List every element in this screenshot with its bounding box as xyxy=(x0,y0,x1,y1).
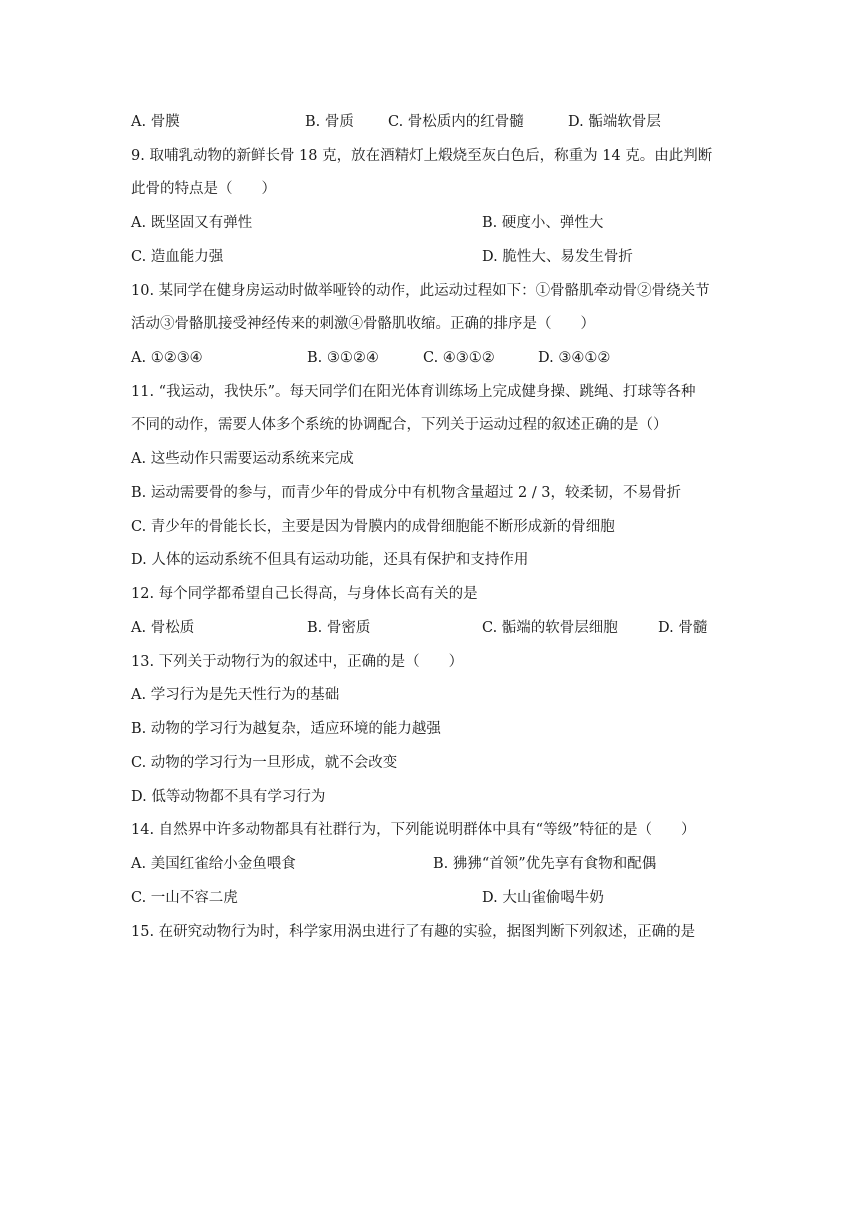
q14-option-b: B. 狒狒“首领”优先享有食物和配偶 xyxy=(433,856,657,872)
q10-option-c: C. ④③①② xyxy=(423,350,495,366)
q15-stem: 15. 在研究动物行为时，科学家用涡虫进行了有趣的实验，据图判断下列叙述，正确的是 xyxy=(131,924,696,940)
q8-option-a: A. 骨膜 xyxy=(131,114,180,130)
q12-option-a: A. 骨松质 xyxy=(131,620,195,636)
q9-option-b: B. 硬度小、弹性大 xyxy=(482,215,604,231)
q10-option-d: D. ③④①② xyxy=(538,350,611,366)
q14-option-d: D. 大山雀偷喝牛奶 xyxy=(482,890,604,906)
q14-option-a: A. 美国红雀给小金鱼喂食 xyxy=(131,856,296,872)
q9-option-c: C. 造血能力强 xyxy=(131,249,224,265)
q13-option-c: C. 动物的学习行为一旦形成，就不会改变 xyxy=(131,755,398,771)
q8-option-b: B. 骨质 xyxy=(305,114,354,130)
q8-option-d: D. 骺端软骨层 xyxy=(568,114,661,130)
q10-option-a: A. ①②③④ xyxy=(131,350,203,366)
q10-option-b: B. ③①②④ xyxy=(307,350,379,366)
q9-stem-line-2: 此骨的特点是（ ） xyxy=(131,181,276,197)
q13-option-d: D. 低等动物都不具有学习行为 xyxy=(131,789,326,805)
q9-option-d: D. 脆性大、易发生骨折 xyxy=(482,249,633,265)
q11-stem-line-1: 11. “我运动，我快乐”。每天同学们在阳光体育训练场上完成健身操、跳绳、打球等各种 xyxy=(131,384,696,400)
q12-option-b: B. 骨密质 xyxy=(307,620,371,636)
q12-option-d: D. 骨髓 xyxy=(658,620,708,636)
q8-option-c: C. 骨松质内的红骨髓 xyxy=(388,114,524,130)
q13-option-a: A. 学习行为是先天性行为的基础 xyxy=(131,687,340,703)
q11-option-d: D. 人体的运动系统不但具有运动功能，还具有保护和支持作用 xyxy=(131,552,529,568)
q11-option-a: A. 这些动作只需要运动系统来完成 xyxy=(131,451,354,467)
q14-stem: 14. 自然界中许多动物都具有社群行为，下列能说明群体中具有“等级”特征的是（ ） xyxy=(131,822,696,838)
q11-stem-line-2: 不同的动作，需要人体多个系统的协调配合，下列关于运动过程的叙述正确的是（） xyxy=(131,417,668,433)
q10-stem-line-1: 10. 某同学在健身房运动时做举哑铃的动作，此运动过程如下：①骨骼肌牵动骨②骨绕关节 xyxy=(131,283,710,299)
q13-option-b: B. 动物的学习行为越复杂，适应环境的能力越强 xyxy=(131,721,441,737)
q9-option-a: A. 既坚固又有弹性 xyxy=(131,215,253,231)
q10-stem-line-2: 活动③骨骼肌接受神经传来的刺激④骨骼肌收缩。正确的排序是（ ） xyxy=(131,316,595,332)
q14-option-c: C. 一山不容二虎 xyxy=(131,890,238,906)
q9-stem-line-1: 9. 取哺乳动物的新鲜长骨 18 克，放在酒精灯上煅烧至灰白色后，称重为 14 克。由此判断 xyxy=(131,148,713,164)
q11-option-b: B. 运动需要骨的参与，而青少年的骨成分中有机物含量超过 2 / 3，较柔韧，不易骨折 xyxy=(131,485,682,501)
q12-option-c: C. 骺端的软骨层细胞 xyxy=(482,620,618,636)
q11-option-c: C. 青少年的骨能长长，主要是因为骨膜内的成骨细胞能不断形成新的骨细胞 xyxy=(131,519,615,535)
q13-stem: 13. 下列关于动物行为的叙述中，正确的是（ ） xyxy=(131,654,464,670)
q12-stem: 12. 每个同学都希望自己长得高，与身体长高有关的是 xyxy=(131,586,478,602)
